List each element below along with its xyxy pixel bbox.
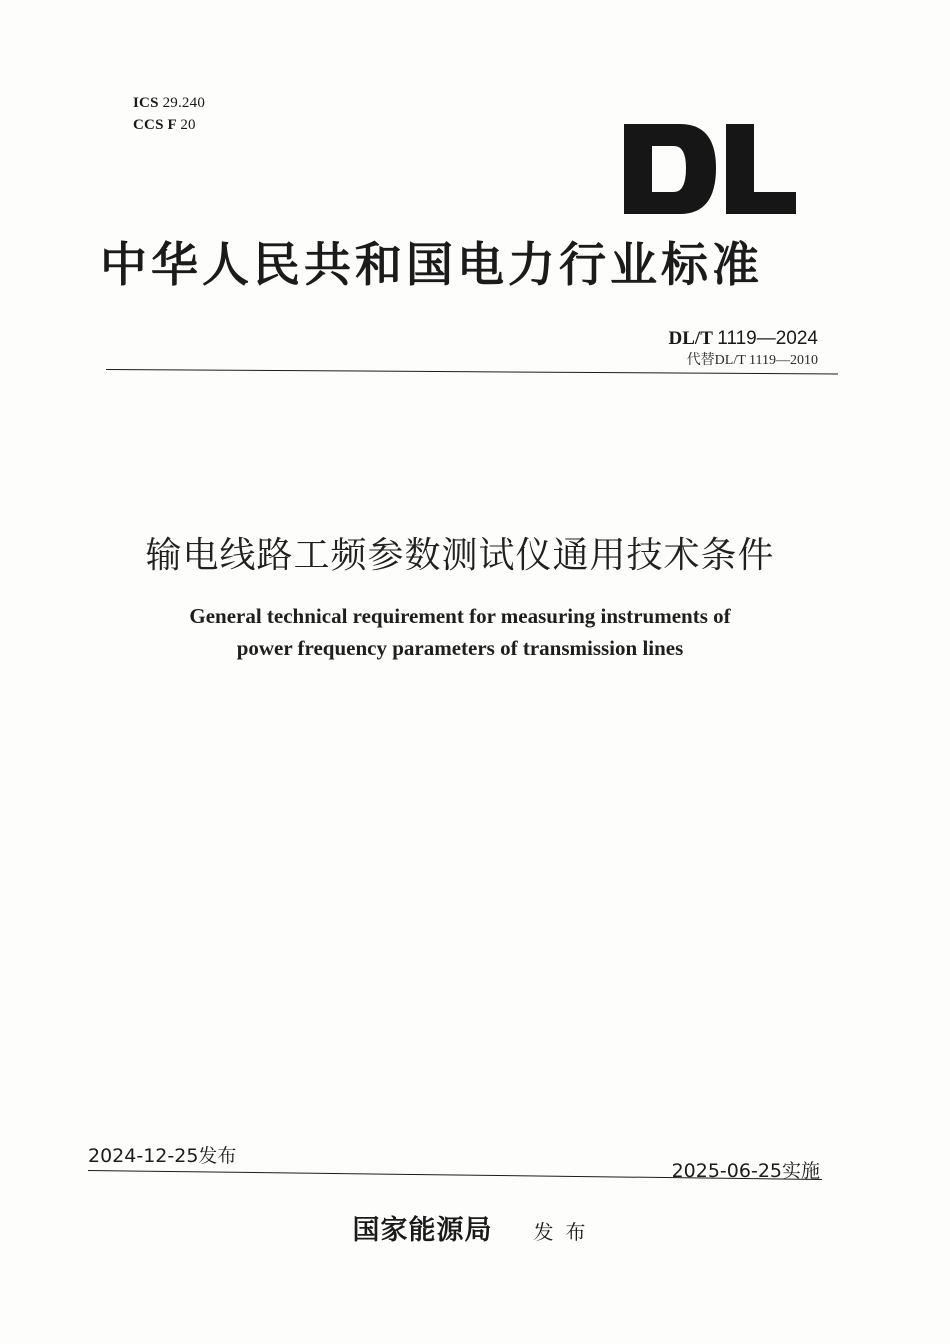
- classification-codes: [133, 92, 205, 136]
- ics-code: ICS 29.240: [133, 95, 206, 111]
- dl-logo: [622, 118, 798, 220]
- issue-date: 2024-12-25发布: [88, 1145, 237, 1167]
- english-title-line-2: power frequency parameters of transmission lines: [236, 636, 684, 660]
- publisher-name: 国家能源局: [352, 1215, 493, 1246]
- standard-number: DL/T 1119—2024: [668, 328, 818, 349]
- standard-number-block: [669, 327, 818, 371]
- publisher-line: [0, 1208, 950, 1247]
- ccs-code: CCS F 20: [133, 117, 196, 133]
- english-title-line-1: General technical requirement for measuring instruments of: [189, 604, 731, 628]
- publish-action: 发布: [533, 1220, 598, 1244]
- chinese-title: 输电线路工频参数测试仪通用技术条件: [145, 535, 775, 576]
- replaces-standard: 代替DL/T 1119—2010: [686, 353, 818, 368]
- issuing-body-title: 中华人民共和国电力行业标准: [100, 238, 763, 293]
- effective-date: 2025-06-25实施: [671, 1160, 820, 1182]
- english-title: [0, 600, 920, 664]
